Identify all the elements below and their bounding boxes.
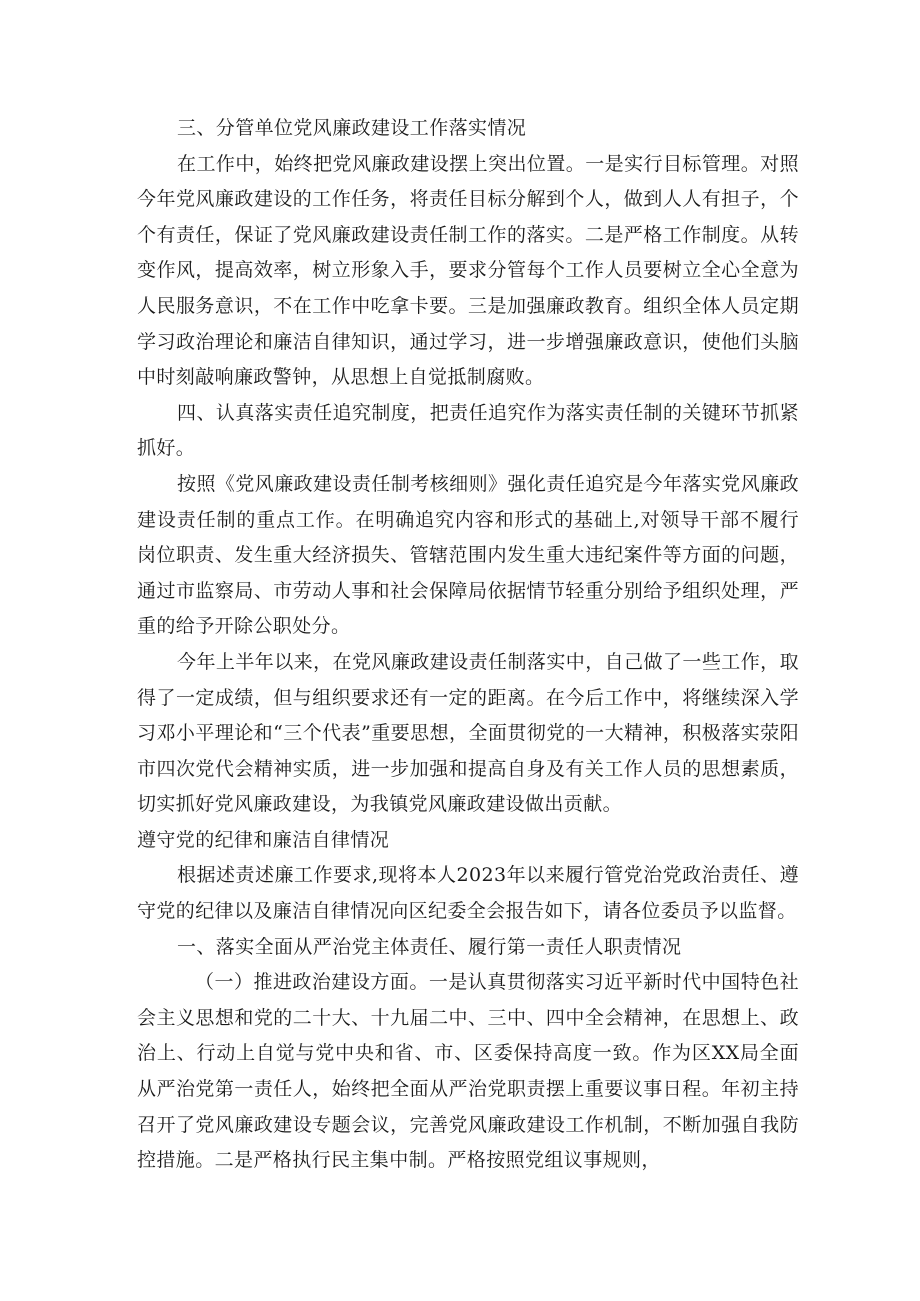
- paragraph-report-intro: 根据述责述廉工作要求,现将本人2023年以来履行管党治党政治责任、遵守党的纪律以及廉洁自律情况向区纪委全会报告如下，请各位委员予以监督。: [137, 864, 799, 923]
- document-body: [137, 111, 799, 1179]
- section-heading-1: 一、落实全面从严治党主体责任、履行第一责任人职责情况: [177, 935, 682, 958]
- paragraph-summary: 今年上半年以来，在党风廉政建设责任制落实中，自己做了一些工作，取得了一定成绩，但与组织要求还有一定的距离。在今后工作中，将继续深入学习邓小平理论和“三个代表”重要思想，全面贯彻党的一大精神，积极落实荥阳市四次党代会精神实质，进一步加强和提高自身及有关工作人员的思想素质，切实抓好党风廉政建设，为我镇党风廉政建设做出贡献。: [137, 650, 799, 816]
- paragraph-accountability: 按照《党风廉政建设责任制考核细则》强化责任追究是今年落实党风廉政建设责任制的重点工作。在明确追究内容和形式的基础上,对领导干部不履行岗位职责、发生重大经济损失、管辖范围内发生重大违纪案件等方面的问题，通过市监察局、市劳动人事和社会保障局依据情节轻重分别给予组织处理，严重的给予开除公职处分。: [137, 472, 799, 638]
- paragraph-party-work: 在工作中，始终把党风廉政建设摆上突出位置。一是实行目标管理。对照今年党风廉政建设的工作任务，将责任目标分解到个人，做到人人有担子，个个有责任，保证了党风廉政建设责任制工作的落实。二是严格工作制度。从转变作风，提高效率，树立形象入手，要求分管每个工作人员要树立全心全意为人民服务意识，不在工作中吃拿卡要。三是加强廉政教育。组织全体人员定期学习政治理论和廉洁自律知识，通过学习，进一步增强廉政意识，使他们头脑中时刻敲响廉政警钟，从思想上自觉抵制腐败。: [137, 152, 799, 389]
- section-title-discipline: 遵守党的纪律和廉洁自律情况: [137, 828, 390, 851]
- section-heading-4: 四、认真落实责任追究制度，把责任追究作为落实责任制的关键环节抓紧抓好。: [137, 401, 799, 460]
- paragraph-political-building: （一）推进政治建设方面。一是认真贯彻落实习近平新时代中国特色社会主义思想和党的二十大、十九届二中、三中、四中全会精神，在思想上、政治上、行动上自觉与党中央和省、市、区委保持高度一致。作为区XX局全面从严治党第一责任人，始终把全面从严治党职责摆上重要议事日程。年初主持召开了党风廉政建设专题会议，完善党风廉政建设工作机制，不断加强自我防控措施。二是严格执行民主集中制。严格按照党组议事规则，: [137, 971, 799, 1172]
- section-heading-3: 三、分管单位党风廉政建设工作落实情况: [177, 117, 527, 139]
